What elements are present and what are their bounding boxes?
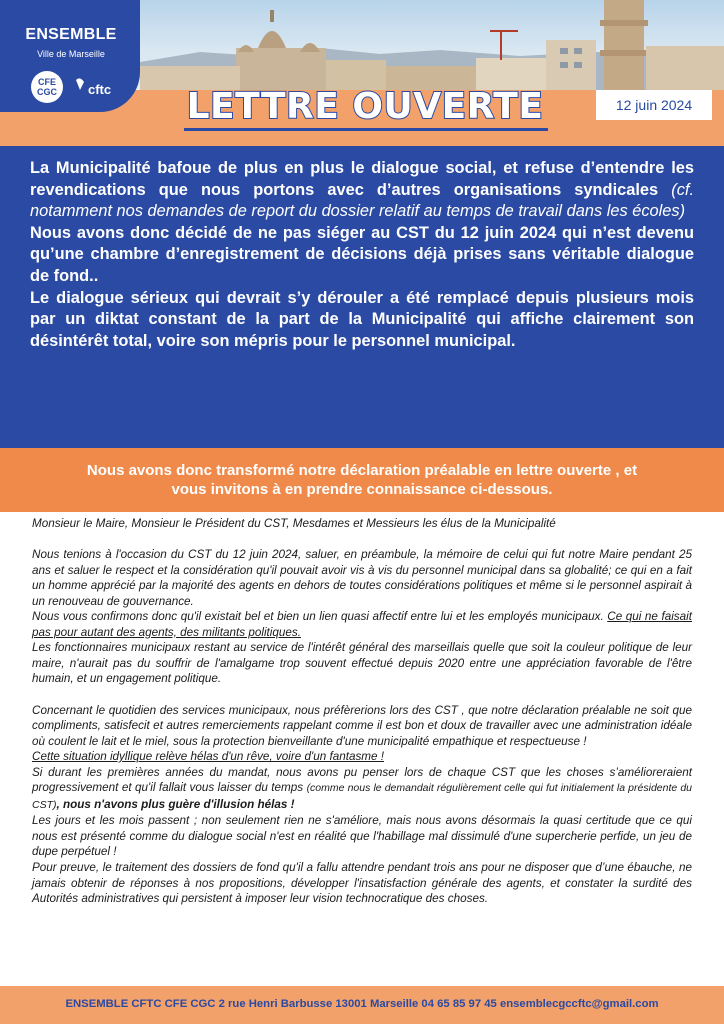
badge-title: ENSEMBLE xyxy=(25,26,117,43)
letter-body xyxy=(0,512,724,986)
letter-p6-aside: (comme nous le demandait régulièrement celle qui fut initialement la présidente du CST) xyxy=(32,782,692,811)
letter-paragraph-1: Nous tenions à l'occasion du CST du 12 juin 2024, saluer, en préambule, la mémoire de celui qui fut notre Maire pendant 25 ans et saluer le respect et la considération qu'il pouvait avoir vis à vis du personnel municipal dans sa globalité; ce qui en a fait un homme apprécié par la majorité des agents en dehors de toutes considérations politiques et même si le personnel aspirait à un renouveau de gouvernance. xyxy=(32,548,692,608)
letter-paragraph-7: Les jours et les mois passent ; non seulement rien ne s'améliore, mais nous avons désormais la quasi certitude que ce qui nous est présenté comme du dialogue social n'est en réalité que l'habillage mal dissimulé d'une supercherie perfide, un jeu de dupe perpétuel ! xyxy=(32,814,692,859)
letter-salutation: Monsieur le Maire, Monsieur le Président du CST, Mesdames et Messieurs les élus de la Municipalité xyxy=(32,517,556,530)
letter-paragraph-5: Cette situation idyllique relève hélas d'un rêve, voire d'un fantasme ! xyxy=(32,750,385,764)
page-title-wrap xyxy=(150,84,580,130)
badge-subtitle: Ville de Marseille xyxy=(37,49,105,59)
letter-paragraph-2 xyxy=(32,609,692,640)
cftc-logo-icon xyxy=(72,76,118,100)
intro-section xyxy=(0,146,724,448)
letter-p6-bold: , nous n'avons plus guère d'illusion hélas ! xyxy=(56,797,295,811)
page-title: LETTRE OUVERTE xyxy=(186,86,544,127)
cfe-cgc-logo-icon xyxy=(30,70,64,104)
callout-line-1: Nous avons donc transformé notre déclaration préalable en lettre ouverte , et xyxy=(86,462,638,479)
intro-p1-bold: La Municipalité bafoue de plus en plus le dialogue social, et refuse d’entendre les revendications que nous portons avec d’autres organisations syndicales xyxy=(30,159,694,199)
callout-line-2: vous invitons à en prendre connaissance ci-dessous. xyxy=(171,481,553,498)
svg-text:CFE: CFE xyxy=(38,77,56,87)
letter-paragraph-3: Les fonctionnaires municipaux restant au service de l'intérêt général des marseillais quelle que soit la couleur politique de leur maire, n'aurait pas du souffrir de l'amalgame trop souvent effectué depuis 2020 entre une appréciation favorable de l'être humain, et un engagement politique. xyxy=(32,641,692,686)
letter-p2-underlined: Ce qui ne faisait pas pour autant des agents, des militants politiques. xyxy=(32,610,692,639)
footer-contact: ENSEMBLE CFTC CFE CGC 2 rue Henri Barbusse 13001 Marseille 04 65 85 97 45 ensemblecgccftc@gmail.com xyxy=(0,986,724,1024)
callout-banner xyxy=(0,448,724,512)
letter-paragraph-8: Pour preuve, le traitement des dossiers de fond qu'il a fallu attendre pendant trois ans pour ne disposer que d’une ébauche, ne jamais obtenir de réponses à nos propositions, développer l'insatisfaction générale des agents, et constater la surdité des Autorités administratives qui persistent à imposer leur vision technocratique des choses. xyxy=(32,861,692,906)
date-label: 12 juin 2024 xyxy=(596,90,712,120)
svg-text:CGC: CGC xyxy=(37,87,57,97)
svg-text:cftc: cftc xyxy=(88,82,112,97)
ensemble-logo-badge xyxy=(0,0,140,112)
header xyxy=(0,0,724,146)
letter-paragraph-6 xyxy=(32,765,692,814)
letter-p2-text: Nous vous confirmons donc qu'il existait bel et bien un lien quasi affectif entre lui et les employés municipaux. xyxy=(32,610,608,624)
intro-paragraph-1 xyxy=(30,158,694,223)
letter-p6-text: Si durant les premières années du mandat, nous avons pu penser lors de chaque CST que les choses s’amélioreraient progressivement et qu'il fallait vous laisser du temps xyxy=(32,765,692,795)
intro-p1-italic: (cf. notamment nos demandes de report du dossier relatif au temps de travail dans les écoles) xyxy=(30,180,694,221)
intro-paragraph-3: Le dialogue sérieux qui devrait s’y dérouler a été remplacé depuis plusieurs mois par un diktat constant de la part de la Municipalité qui affiche clairement son désintérêt total, voire son mépris pour le personnel municipal. xyxy=(30,288,694,350)
title-underline xyxy=(184,128,548,131)
intro-paragraph-2: Nous avons donc décidé de ne pas siéger au CST du 12 juin 2024 qui n’est devenu qu’une chambre d’enregistrement de décisions déjà prises sans véritable dialogue de fond.. xyxy=(30,223,694,285)
letter-paragraph-4: Concernant le quotidien des services municipaux, nous préfèrerions lors des CST , que notre déclaration préalable ne soit que compliments, satisfecit et autres remerciements rappelant comme il est bon et doux de travailler avec une administration idéale où coulent le lait et le miel, sous la protection bienveillante d'une municipalité empathique et respectueuse ! xyxy=(32,703,692,748)
